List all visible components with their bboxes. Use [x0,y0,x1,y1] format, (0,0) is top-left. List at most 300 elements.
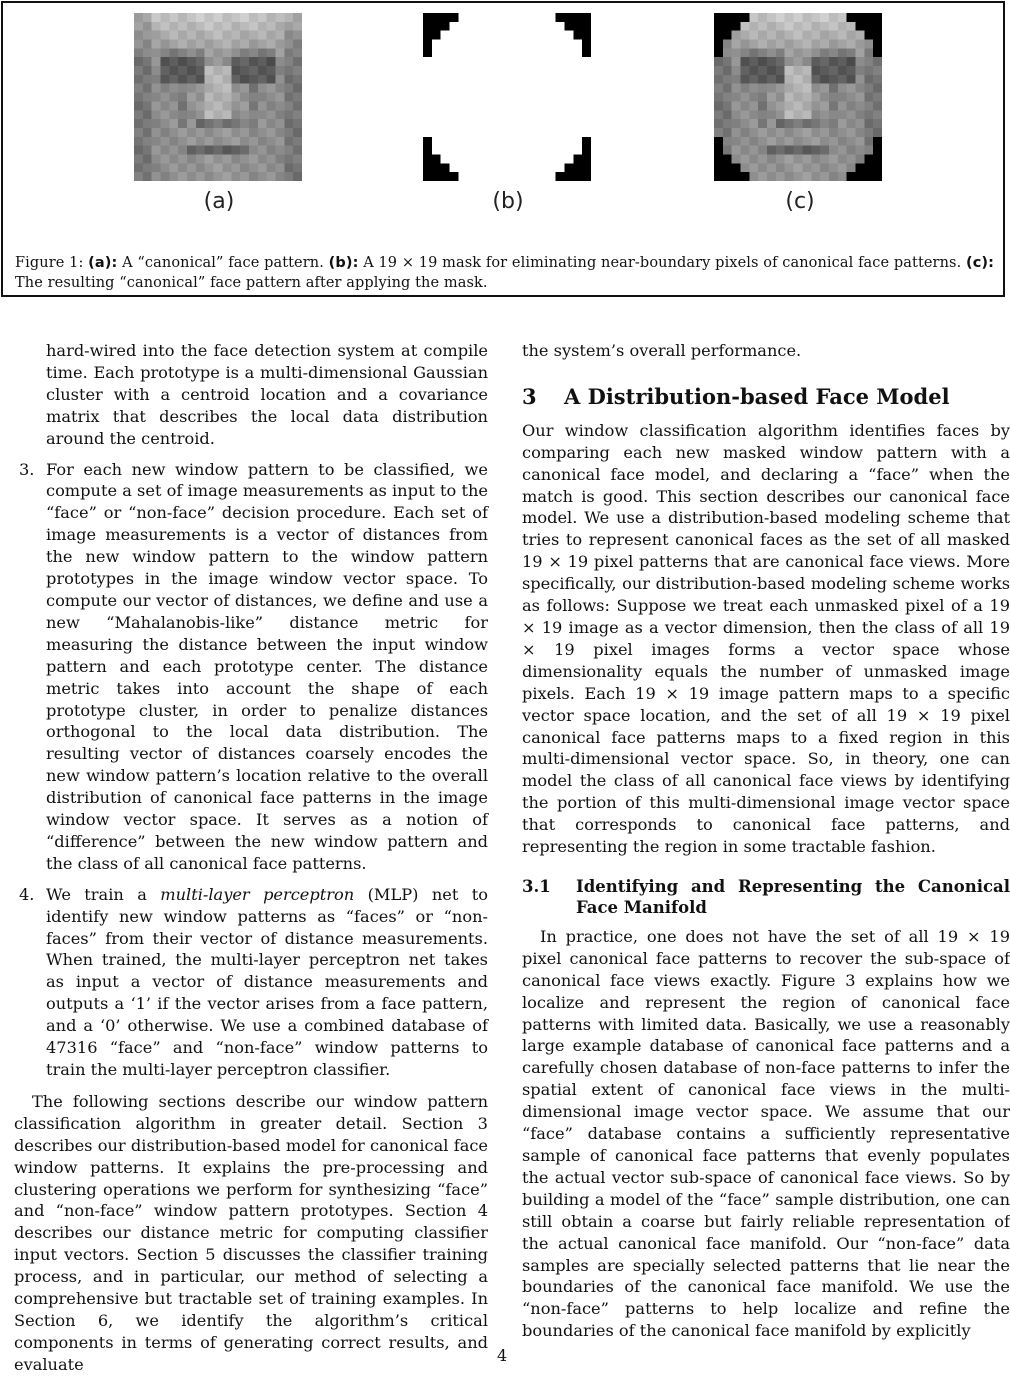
pixel [187,31,196,40]
pixel [723,101,732,110]
pixel [538,75,547,84]
pixel [855,22,864,31]
pixel [267,48,276,57]
pixel [503,163,512,172]
pixel [573,93,582,102]
pixel [494,48,503,57]
pixel [758,48,767,57]
pixel [864,101,873,110]
pixel [820,40,829,49]
pixel [538,146,547,155]
pixel [714,31,723,40]
pixel [802,137,811,146]
pixel [152,128,161,137]
pixel [573,101,582,110]
canonical-face-image [134,13,302,181]
pixel [432,66,441,75]
pixel [205,172,214,181]
pixel [847,40,856,49]
pixel [284,40,293,49]
pixel [529,110,538,119]
pixel [785,66,794,75]
pixel [249,119,258,128]
pixel [205,128,214,137]
pixel [485,48,494,57]
pixel [547,154,556,163]
pixel [275,154,284,163]
pixel [749,128,758,137]
pixel [741,146,750,155]
pixel [820,57,829,66]
pixel [749,84,758,93]
pixel [423,101,432,110]
pixel [785,146,794,155]
pixel [873,84,882,93]
pixel [802,66,811,75]
pixel [467,146,476,155]
pixel [152,57,161,66]
pixel [494,57,503,66]
pixel [520,57,529,66]
pixel [275,13,284,22]
pixel [811,75,820,84]
pixel [249,110,258,119]
pixel [450,40,459,49]
pixel [714,172,723,181]
pixel [169,137,178,146]
pixel [214,163,223,172]
pixel [467,40,476,49]
pixel [458,172,467,181]
pixel [547,66,556,75]
pixel [511,57,520,66]
pixel [547,128,556,137]
pixel [503,101,512,110]
pixel [714,146,723,155]
pixel [476,154,485,163]
pixel [293,93,302,102]
pixel [573,128,582,137]
pixel [275,31,284,40]
page-number: 4 [497,1346,508,1365]
pixel [767,128,776,137]
pixel [258,84,267,93]
pixel [776,119,785,128]
pixel [187,146,196,155]
pixel [776,93,785,102]
pixel [231,119,240,128]
pixel [450,31,459,40]
pixel [161,163,170,172]
pixel [450,101,459,110]
pixel [134,146,143,155]
pixel [802,101,811,110]
pixel [214,40,223,49]
pixel [143,128,152,137]
pixel [820,75,829,84]
pixel [529,137,538,146]
pixel [556,48,565,57]
pixel [529,119,538,128]
caption-a-label: (a): [88,255,118,271]
pixel [838,75,847,84]
pixel [767,154,776,163]
pixel [231,154,240,163]
pixel [485,154,494,163]
pixel [441,84,450,93]
pixel [749,57,758,66]
pixel [134,48,143,57]
pixel [794,154,803,163]
pixel [450,75,459,84]
pixel [275,66,284,75]
pixel [767,119,776,128]
pixel [785,31,794,40]
pixel [538,84,547,93]
pixel [441,66,450,75]
pixel [847,146,856,155]
pixel [794,163,803,172]
pixel [187,40,196,49]
pixel [864,84,873,93]
pixel [714,93,723,102]
pixel [258,163,267,172]
face-pixel-grid-a [134,13,302,181]
pixel [749,163,758,172]
pixel [520,13,529,22]
pixel [838,84,847,93]
pixel [231,110,240,119]
pixel [785,57,794,66]
pixel [556,84,565,93]
pixel [864,172,873,181]
pixel [820,48,829,57]
pixel [441,75,450,84]
pixel [467,84,476,93]
pixel [240,66,249,75]
pixel [441,48,450,57]
pixel [196,110,205,119]
pixel [205,137,214,146]
pixel [187,66,196,75]
pixel [293,13,302,22]
paragraph-continuation: the system’s overall performance. [522,341,802,360]
right-column [522,340,1010,1342]
pixel [538,110,547,119]
pixel [494,119,503,128]
pixel [785,172,794,181]
pixel [855,146,864,155]
pixel [231,137,240,146]
pixel [231,22,240,31]
pixel [267,172,276,181]
pixel [196,48,205,57]
pixel [187,154,196,163]
pixel [847,57,856,66]
caption-b-label: (b): [328,255,359,271]
pixel [511,13,520,22]
pixel [423,13,432,22]
pixel [205,146,214,155]
pixel [802,84,811,93]
pixel [838,110,847,119]
pixel [169,110,178,119]
pixel [222,154,231,163]
pixel [267,163,276,172]
pixel [785,13,794,22]
pixel [293,119,302,128]
pixel [794,13,803,22]
pixel [196,146,205,155]
pixel [547,101,556,110]
pixel [152,163,161,172]
pixel [847,110,856,119]
pixel [732,101,741,110]
pixel [143,172,152,181]
pixel [723,163,732,172]
pixel [196,40,205,49]
pixel [829,119,838,128]
pixel [231,163,240,172]
pixel [258,119,267,128]
pixel [485,163,494,172]
pixel [178,75,187,84]
pixel [187,84,196,93]
pixel [564,40,573,49]
pixel [811,31,820,40]
pixel [802,22,811,31]
pixel [767,110,776,119]
pixel [538,172,547,181]
pixel [838,146,847,155]
pixel [547,13,556,22]
pixel [873,93,882,102]
pixel [838,22,847,31]
pixel [432,57,441,66]
pixel [214,31,223,40]
pixel [161,110,170,119]
pixel [222,128,231,137]
list-item-3 [14,459,488,875]
pixel [284,146,293,155]
pixel [152,154,161,163]
pixel [152,66,161,75]
pixel [178,163,187,172]
pixel [538,66,547,75]
list-number: 3. [19,459,35,479]
pixel [732,84,741,93]
pixel [873,146,882,155]
pixel [205,163,214,172]
pixel [573,137,582,146]
pixel [476,119,485,128]
pixel [758,119,767,128]
pixel [249,13,258,22]
pixel [811,110,820,119]
pixel [582,172,591,181]
pixel [802,172,811,181]
pixel [275,48,284,57]
pixel [222,57,231,66]
pixel [161,146,170,155]
pixel [582,75,591,84]
pixel [134,154,143,163]
pixel [494,172,503,181]
figure-1 [1,1,1005,297]
pixel [820,66,829,75]
pixel [423,137,432,146]
pixel [441,163,450,172]
figure-caption [15,253,995,293]
pixel [529,163,538,172]
pixel [864,146,873,155]
pixel [258,22,267,31]
pixel [714,40,723,49]
pixel [732,93,741,102]
pixel [741,154,750,163]
pixel [143,75,152,84]
pixel [423,146,432,155]
pixel [802,154,811,163]
pixel [732,57,741,66]
pixel [767,101,776,110]
pixel [222,119,231,128]
pixel [485,40,494,49]
pixel [293,84,302,93]
pixel [267,154,276,163]
pixel [714,119,723,128]
pixel [169,119,178,128]
pixel [467,57,476,66]
masked-face-image [714,13,882,181]
pixel [847,31,856,40]
pixel [467,75,476,84]
pixel [214,154,223,163]
pixel [476,48,485,57]
pixel [476,172,485,181]
pixel [794,172,803,181]
pixel [758,128,767,137]
pixel [749,48,758,57]
pixel [573,146,582,155]
pixel [855,13,864,22]
pixel [222,66,231,75]
pixel [520,31,529,40]
pixel [284,75,293,84]
pixel [811,40,820,49]
pixel [258,101,267,110]
pixel [758,66,767,75]
pixel [794,66,803,75]
pixel [767,163,776,172]
pixel [178,101,187,110]
pixel [767,172,776,181]
pixel [864,66,873,75]
pixel [723,13,732,22]
pixel [520,40,529,49]
pixel [564,48,573,57]
pixel [267,57,276,66]
pixel [143,57,152,66]
pixel [776,137,785,146]
pixel [811,101,820,110]
pixel [511,93,520,102]
pixel [873,110,882,119]
pixel [423,163,432,172]
pixel [231,40,240,49]
pixel [267,110,276,119]
pixel [556,101,565,110]
pixel [776,40,785,49]
pixel [143,84,152,93]
pixel [476,40,485,49]
pixel [467,22,476,31]
pixel [196,66,205,75]
pixel [161,154,170,163]
pixel [511,75,520,84]
pixel [231,84,240,93]
pixel [494,154,503,163]
pixel [441,93,450,102]
pixel [476,137,485,146]
pixel [838,13,847,22]
pixel [222,172,231,181]
pixel [749,22,758,31]
pixel [494,75,503,84]
pixel [222,22,231,31]
pixel [196,163,205,172]
pixel [214,137,223,146]
pixel [275,84,284,93]
pixel [494,146,503,155]
pixel [476,31,485,40]
pixel [485,31,494,40]
pixel [267,84,276,93]
pixel [529,146,538,155]
pixel [538,48,547,57]
pixel [714,163,723,172]
pixel [494,93,503,102]
pixel [275,57,284,66]
panel-label-c: (c) [785,189,815,214]
pixel [441,110,450,119]
pixel [187,101,196,110]
pixel [485,128,494,137]
pixel [187,57,196,66]
pixel [794,128,803,137]
pixel [293,128,302,137]
pixel [458,163,467,172]
pixel [467,13,476,22]
pixel [511,146,520,155]
pixel [432,13,441,22]
pixel [723,110,732,119]
pixel [258,66,267,75]
pixel [864,40,873,49]
pixel [732,66,741,75]
pixel [873,172,882,181]
pixel [741,13,750,22]
pixel [556,31,565,40]
pixel [467,110,476,119]
pixel [458,31,467,40]
pixel [161,101,170,110]
pixel [776,75,785,84]
pixel [423,119,432,128]
pixel [249,75,258,84]
pixel [873,119,882,128]
pixel [476,75,485,84]
